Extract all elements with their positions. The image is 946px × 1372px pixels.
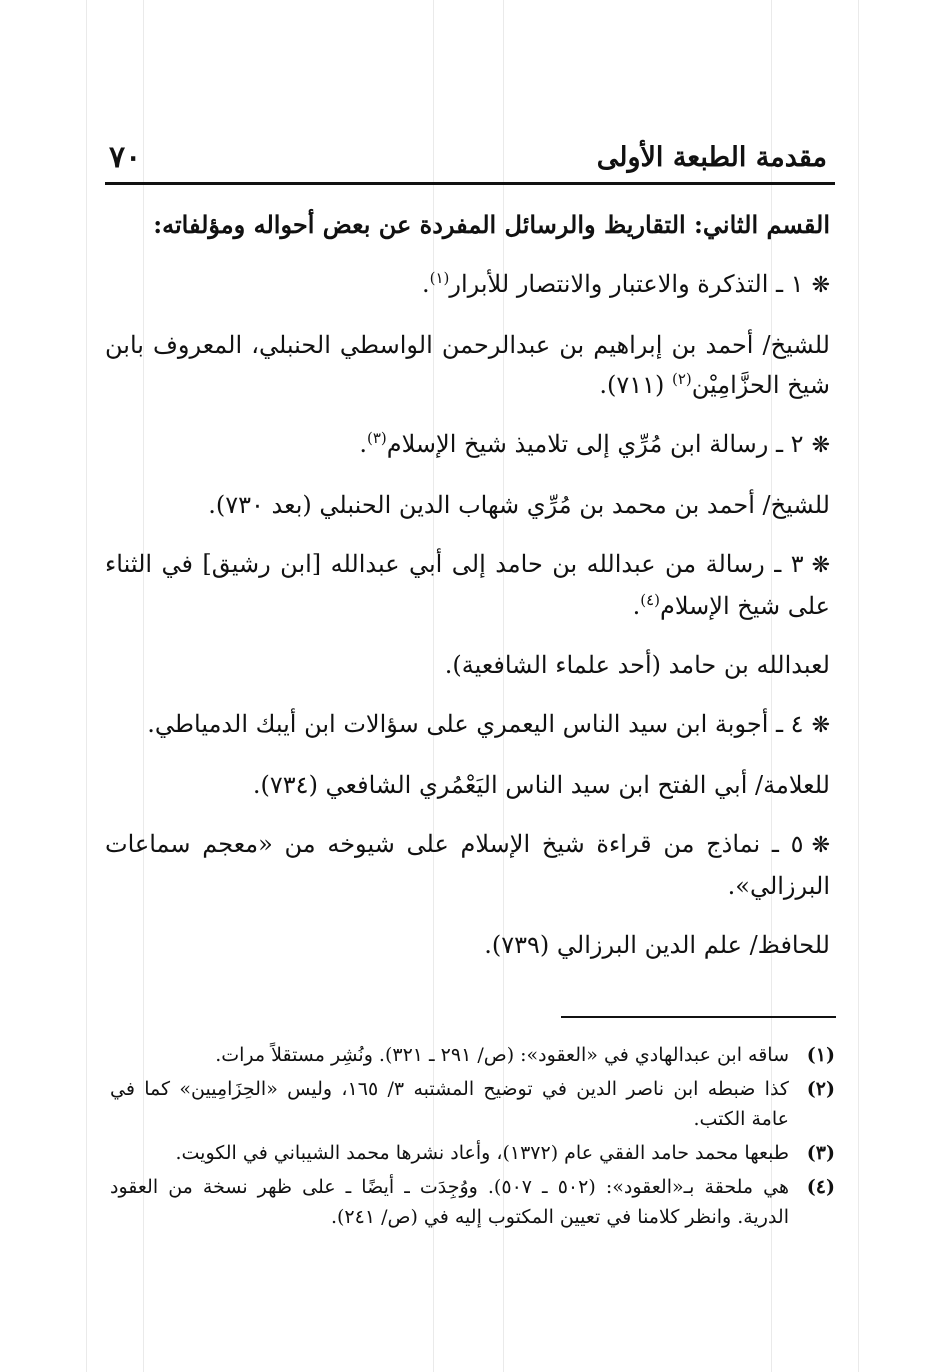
footnote-number: (٢) xyxy=(806,1078,835,1100)
asterism-icon: ❋ xyxy=(811,553,831,578)
entry-author: للحافظ/ علم الدين البرزالي (٧٣٩). xyxy=(484,931,830,959)
footnote-text: هي ملحقة بـ«العقود»: (٥٠٢ ـ ٥٠٧). ووُجِدَت ـ أيضًا ـ على ظهر نسخة من العقود الدرية. وانظر كلامنا في تعيين المكتوب إليه في (ص/ ٢٤١). xyxy=(110,1176,790,1228)
footnote xyxy=(110,1040,835,1070)
scan-artifact-line xyxy=(86,0,87,1372)
footnote xyxy=(110,1138,835,1168)
entry-author: للشيخ/ أحمد بن إبراهيم بن عبدالرحمن الواسطي الحنبلي، المعروف بابن شيخ الحزَّامِيْن$^{(٢)}$ (٧١١). xyxy=(105,331,830,399)
entry-author: لعبدالله بن حامد (أحد علماء الشافعية). xyxy=(444,651,830,679)
entry-title: ❋٣ ـ رسالة من عبدالله بن حامد إلى أبي عبدالله [ابن رشيق] في الثناء على شيخ الإسلام$^{(٤)}$. xyxy=(105,550,831,620)
page-number: ٧٠ xyxy=(109,140,142,175)
entry-author: للعلامة/ أبي الفتح ابن سيد الناس اليَعْمُري الشافعي (٧٣٤). xyxy=(252,771,830,799)
entry-title: ❋١ ـ التذكرة والاعتبار والانتصار للأبرار$^{(١)}$. xyxy=(421,269,830,298)
entry-title: ❋٢ ـ رسالة ابن مُرِّي إلى تلاميذ شيخ الإسلام$^{(٣)}$. xyxy=(359,429,830,458)
entry-title: ❋٤ ـ أجوبة ابن سيد الناس اليعمري على سؤالات ابن أيبك الدمياطي. xyxy=(147,710,830,738)
footnote-text: ساقه ابن عبدالهادي في «العقود»: (ص/ ٢٩١ ـ ٣٢١). ونُشِر مستقلاً مرات. xyxy=(215,1044,789,1066)
main-text xyxy=(105,205,830,984)
footnote-ref[interactable]: (١) xyxy=(429,269,450,287)
asterism-icon: ❋ xyxy=(811,833,830,858)
footnote-ref[interactable]: (٢) xyxy=(671,370,692,388)
footnote-text: كذا ضبطه ابن ناصر الدين في توضيح المشتبه ٣/ ١٦٥، وليس «الحِزَامِيين» كما في عامة الكتب. xyxy=(110,1078,789,1130)
footnotes xyxy=(110,1040,835,1236)
footnote-number: (١) xyxy=(806,1044,835,1066)
footnote-divider xyxy=(561,1016,836,1018)
page-header xyxy=(105,140,835,185)
footnote-number: (٤) xyxy=(806,1176,835,1198)
entry-title: ❋٥ ـ نماذج من قراءة شيخ الإسلام على شيوخه من «معجم سماعات البرزالي». xyxy=(105,830,830,900)
asterism-icon: ❋ xyxy=(811,713,830,738)
footnote-text: طبعها محمد حامد الفقي عام (١٣٧٢)، وأعاد نشرها محمد الشيباني في الكويت. xyxy=(175,1142,789,1164)
entry-author: للشيخ/ أحمد بن محمد بن مُرِّي شهاب الدين الحنبلي (بعد ٧٣٠). xyxy=(208,491,830,519)
asterism-icon: ❋ xyxy=(811,433,830,458)
footnote-ref[interactable]: (٤) xyxy=(640,591,660,609)
footnote xyxy=(110,1172,835,1232)
running-title: مقدمة الطبعة الأولى xyxy=(596,142,827,173)
footnote xyxy=(110,1074,835,1134)
asterism-icon: ❋ xyxy=(811,273,830,298)
scan-artifact-line xyxy=(858,0,859,1372)
footnote-ref[interactable]: (٣) xyxy=(366,429,387,447)
footnote-number: (٣) xyxy=(806,1142,835,1164)
section-heading: القسم الثاني: التقاريظ والرسائل المفردة عن بعض أحواله ومؤلفاته: xyxy=(153,210,830,239)
